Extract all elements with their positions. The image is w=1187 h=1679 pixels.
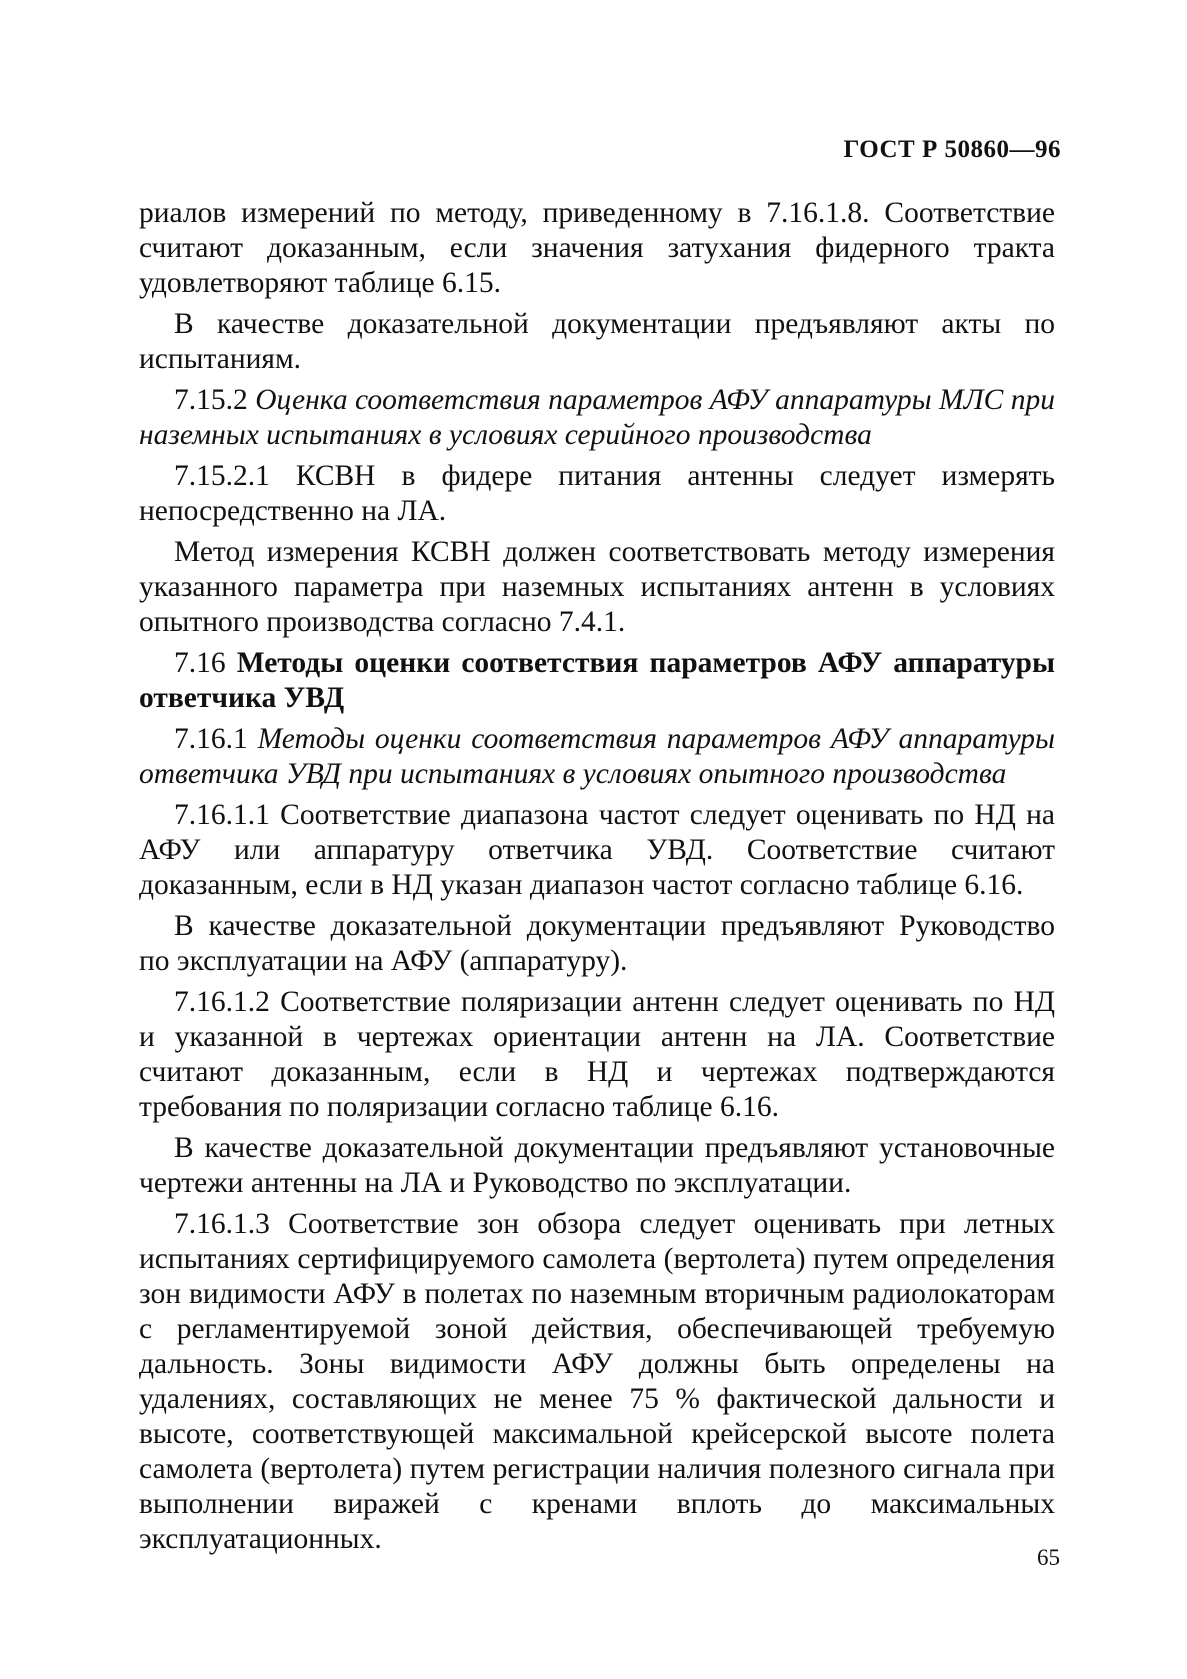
- paragraph-7-15-2-1: 7.15.2.1 КСВН в фидере питания антенны следует измерять непосредственно на ЛА.: [139, 460, 1055, 527]
- subsection-7-16-1: [139, 722, 1055, 792]
- subsection-title: Оценка соответствия параметров АФУ аппаратуры МЛС при наземных испытаниях в условиях серийного производства: [139, 384, 1056, 451]
- subsection-number: 7.15.2: [174, 384, 248, 416]
- section-title: Методы оценки соответствия параметров АФУ аппаратуры ответчика УВД: [139, 647, 1055, 714]
- subsection-number: 7.16.1: [174, 723, 248, 755]
- paragraph-7-16-1-3: 7.16.1.3 Соответствие зон обзора следует оценивать при летных испытаниях сертифицируемого самолета (вертолета) путем определения зон видимости АФУ в полетах по наземным вторичным радиолокаторам с регламентируемой зоной действия, обеспечивающей требуемую дальность. Зоны видимости АФУ должны быть определены на удалениях, составляющих не менее 75 % фактической дальности и высоте, соответствующей максимальной крейсерской высоте полета самолета (вертолета) путем регистрации наличия полезного сигнала при выполнении виражей с кренами вплоть до максимальных эксплуатационных.: [139, 1208, 1055, 1555]
- section-number: 7.16: [174, 647, 226, 679]
- document-code-header: ГОСТ Р 50860—96: [843, 136, 1061, 163]
- paragraph-continuation: риалов измерений по методу, приведенному в 7.16.1.8. Соответствие считают доказанным, если значения затухания фидерного тракта удовлетворяют таблице 6.15.: [139, 197, 1055, 299]
- paragraph-7-16-1-1: 7.16.1.1 Соответствие диапазона частот следует оценивать по НД на АФУ или аппаратуру ответчика УВД. Соответствие считают доказанным, если в НД указан диапазон частот согласно таблице 6.16.: [139, 799, 1055, 901]
- paragraph-7-16-1-2: 7.16.1.2 Соответствие поляризации антенн следует оценивать по НД и указанной в чертежах ориентации антенн на ЛА. Соответствие считают доказанным, если в НД и чертежах подтверждаются требования по поляризации согласно таблице 6.16.: [139, 986, 1055, 1123]
- subsection-7-15-2: [139, 383, 1055, 453]
- paragraph-evidence-drawings: В качестве доказательной документации предъявляют установочные чертежи антенны на ЛА и Руководство по эксплуатации.: [139, 1132, 1055, 1199]
- section-7-16: [139, 646, 1055, 716]
- subsection-title: Методы оценки соответствия параметров АФУ аппаратуры ответчика УВД при испытаниях в условиях опытного производства: [139, 723, 1056, 790]
- paragraph-evidence-manual: В качестве доказательной документации предъявляют Руководство по эксплуатации на АФУ (аппаратуру).: [139, 910, 1055, 977]
- document-body: [139, 196, 1055, 1563]
- page-number: 65: [1037, 1545, 1060, 1570]
- paragraph-evidence-15: В качестве доказательной документации предъявляют акты по испытаниям.: [139, 308, 1055, 375]
- paragraph-vswr-method: Метод измерения КСВН должен соответствовать методу измерения указанного параметра при наземных испытаниях антенн в условиях опытного производства согласно 7.4.1.: [139, 536, 1055, 638]
